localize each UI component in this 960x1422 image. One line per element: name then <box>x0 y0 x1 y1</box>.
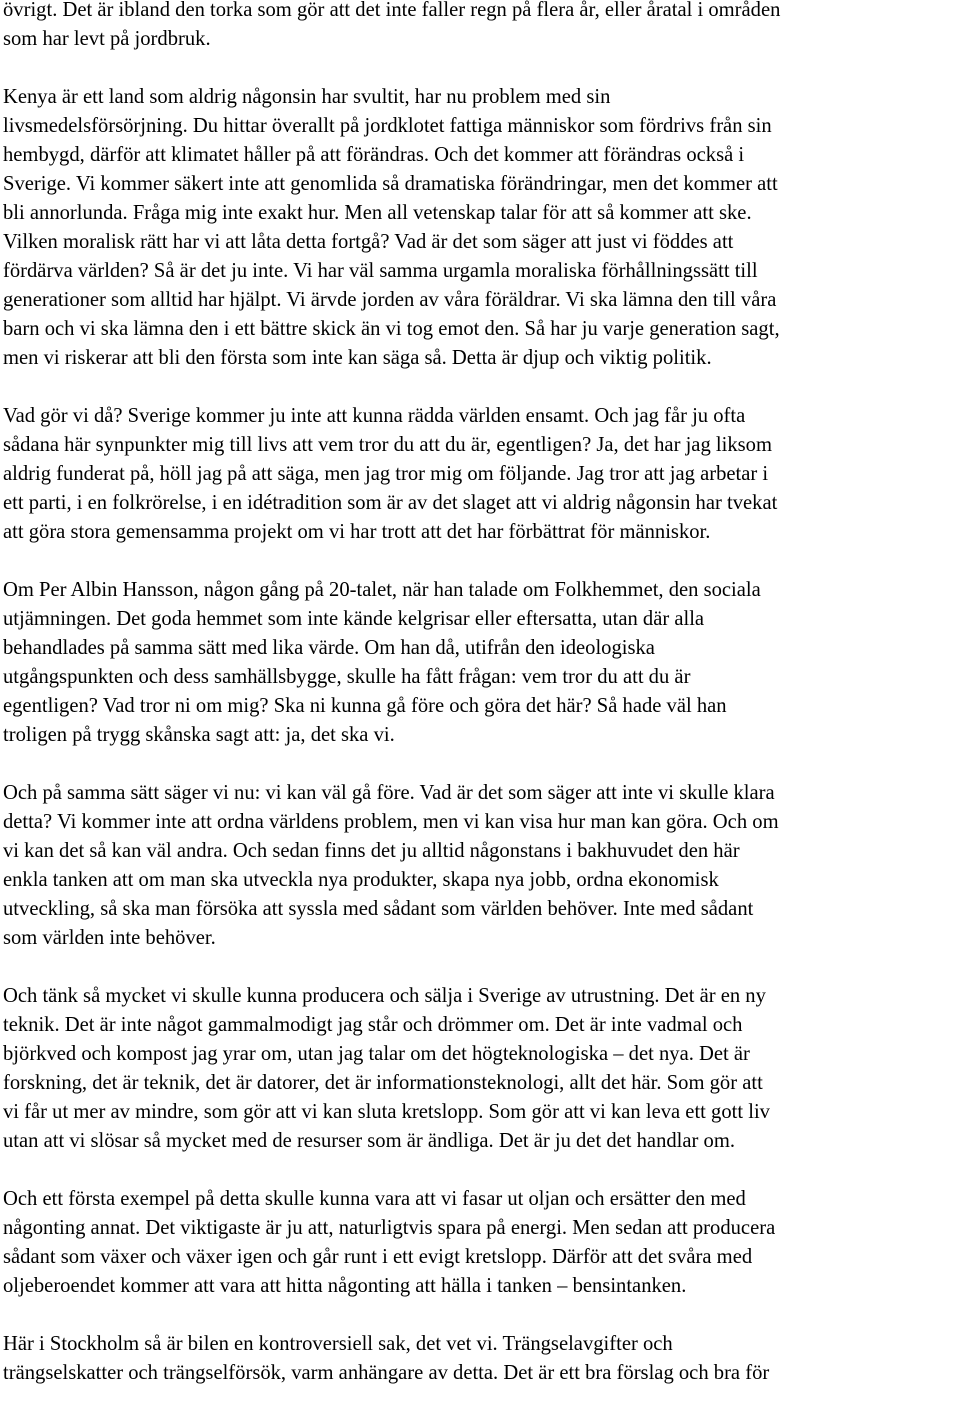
paragraph-6: Och tänk så mycket vi skulle kunna producera och sälja i Sverige av utrustning. Det är en ny teknik. Det är inte något gammalmodigt jag står och drömmer om. Det är inte vadmal och björkved och kompost jag yrar om, utan jag talar om det högteknologiska – det nya. Det är forskning, det är teknik, det är datorer, det är informationsteknologi, allt det här. Som gör att vi får ut mer av mindre, som gör att vi kan sluta kretslopp. Som gör att vi kan leva ett gott liv utan att vi slösar så mycket med de resurser som är ändliga. Det är ju det det handlar om. <box>3 985 770 1152</box>
paragraph-4: Om Per Albin Hansson, någon gång på 20-talet, när han talade om Folkhemmet, den sociala utjämningen. Det goda hemmet som inte kände kelgrisar eller eftersatta, utan där alla behandlades på samma sätt med lika värde. Om han då, utifrån den ideologiska utgångspunkten och dess samhällsbygge, skulle ha fått frågan: vem tror du att du är egentligen? Vad tror ni om mig? Ska ni kunna gå före och göra det här? Så hade väl han troligen på trygg skånska sagt att: ja, det ska vi. <box>3 579 761 746</box>
paragraph-1: övrigt. Det är ibland den torka som gör att det inte faller regn på flera år, eller åratal i områden som har levt på jordbruk. <box>3 0 781 50</box>
paragraph-7: Och ett första exempel på detta skulle kunna vara att vi fasar ut oljan och ersätter den med någonting annat. Det viktigaste är ju att, naturligtvis spara på energi. Men sedan att producera sådant som växer och växer igen och går runt i ett evigt kretslopp. Därför att det svåra med oljeberoendet kommer att vara att hitta någonting att hälla i tanken – bensintanken. <box>3 1188 776 1297</box>
paragraph-2: Kenya är ett land som aldrig någonsin har svultit, har nu problem med sin livsmedelsförsörjning. Du hittar överallt på jordklotet fattiga människor som fördrivs från sin hembygd, därför att klimatet håller på att förändras. Och det kommer att förändras också i Sverige. Vi kommer säkert inte att genomlida så dramatiska förändringar, men det kommer att bli annorlunda. Fråga mig inte exakt hur. Men all vetenskap talar för att så kommer att ske. Vilken moralisk rätt har vi att låta detta fortgå? Vad är det som säger att just vi föddes att fördärva världen? Så är det ju inte. Vi har väl samma urgamla moraliska förhållningssätt till generationer som alltid har hjälpt. Vi ärvde jorden av våra föräldrar. Vi ska lämna den till våra barn och vi ska lämna den i ett bättre skick än vi tog emot den. Så har ju varje generation sagt, men vi riskerar att bli den första som inte kan säga så. Detta är djup och viktig politik. <box>3 86 780 369</box>
paragraph-8: Här i Stockholm så är bilen en kontroversiell sak, det vet vi. Trängselavgifter och trängselskatter och trängselförsök, varm anhängare av detta. Det är ett bra förslag och bra för <box>3 1333 770 1384</box>
paragraph-5: Och på samma sätt säger vi nu: vi kan väl gå före. Vad är det som säger att inte vi skulle klara detta? Vi kommer inte att ordna världens problem, men vi kan visa hur man kan göra. Och om vi kan det så kan väl andra. Och sedan finns det ju alltid någonstans i bakhuvudet den här enkla tanken att om man ska utveckla nya produkter, skapa nya jobb, ordna ekonomisk utveckling, så ska man försöka att syssla med sådant som världen behöver. Inte med sådant som världen inte behöver. <box>3 782 779 949</box>
paragraph-3: Vad gör vi då? Sverige kommer ju inte att kunna rädda världen ensamt. Och jag får ju ofta sådana här synpunkter mig till livs att vem tror du att du är, egentligen? Ja, det har jag liksom aldrig funderat på, höll jag på att säga, men jag tror mig om följande. Jag tror att jag arbetar i ett parti, i en folkrörelse, i en idétradition som är av det slaget att vi aldrig någonsin har tvekat att göra stora gemensamma projekt om vi har trott att det har förbättrat för människor. <box>3 405 778 543</box>
